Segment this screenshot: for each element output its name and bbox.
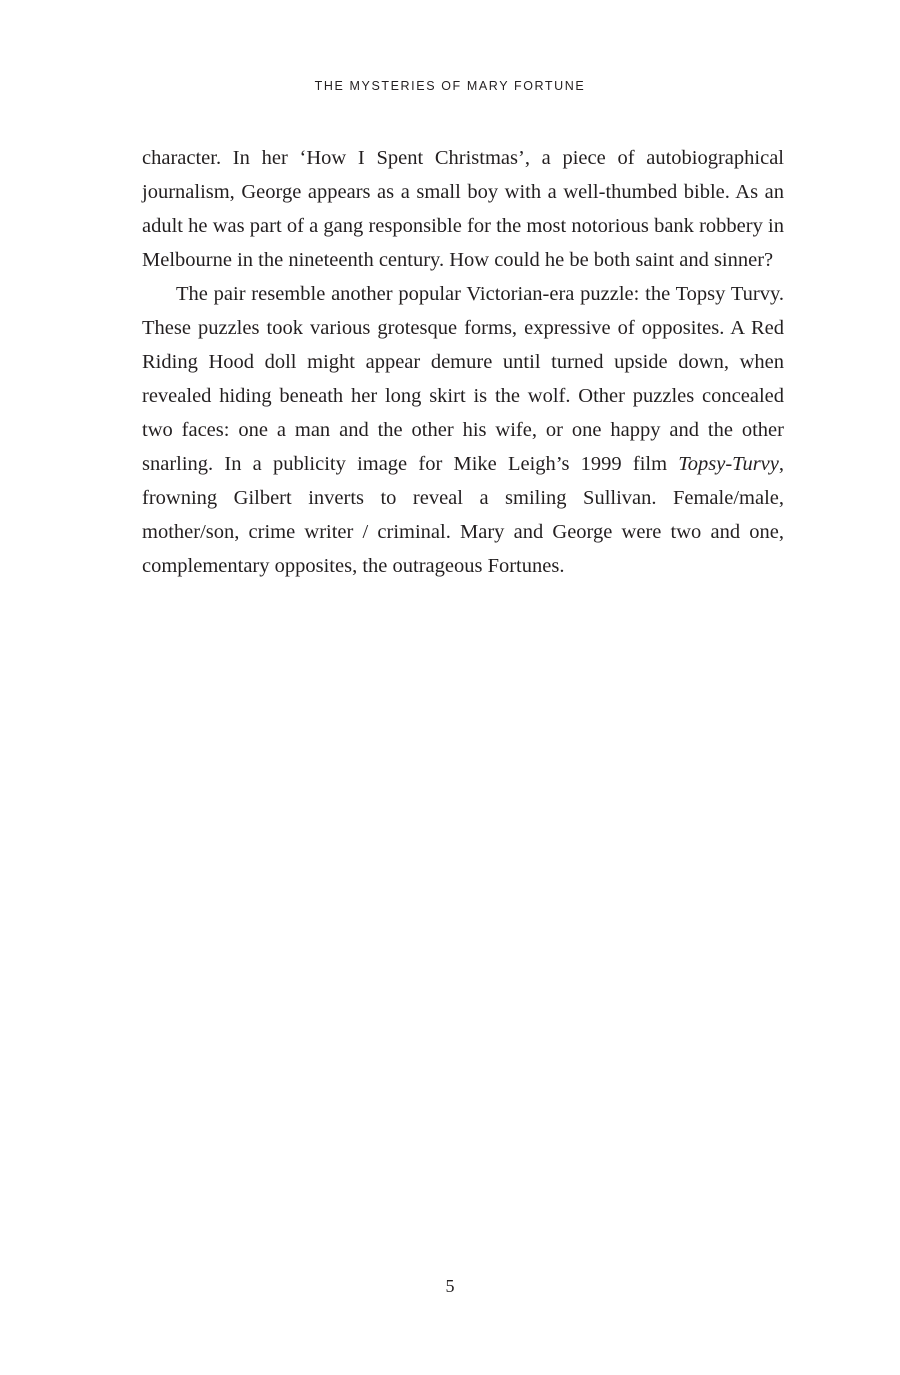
paragraph-2-text-end: , frowning Gilbert inverts to reveal a smiling Sullivan. Female/male, mother/son, crime writer / criminal. Mary and George were two and one, complementary opposites, the outrageous Fortunes. xyxy=(142,453,784,577)
page-number: 5 xyxy=(445,1276,455,1296)
film-title-italic: Topsy-Turvy xyxy=(678,453,779,475)
paragraph-2-text-start: The pair resemble another popular Victorian-era puzzle: the Topsy Turvy. These puzzles took various grotesque forms, expressive of opposites. A Red Riding Hood doll might appear demure until turned upside down, when revealed hiding beneath her long skirt is the wolf. Other puzzles concealed two faces: one a man and the other his wife, or one happy and the other snarling. In a publicity image for Mike Leigh’s 1999 film xyxy=(142,283,784,475)
paragraph-1: character. In her ‘How I Spent Christmas’, a piece of autobiographical journalism, George appears as a small boy with a well-thumbed bible. As an adult he was part of a gang responsible for the most notorious bank robbery in Melbourne in the nineteenth century. How could he be both saint and sinner? xyxy=(142,147,784,271)
running-head: THE MYSTERIES OF MARY FORTUNE xyxy=(314,79,586,93)
paragraph-2 xyxy=(142,277,784,583)
body-text xyxy=(142,141,784,583)
